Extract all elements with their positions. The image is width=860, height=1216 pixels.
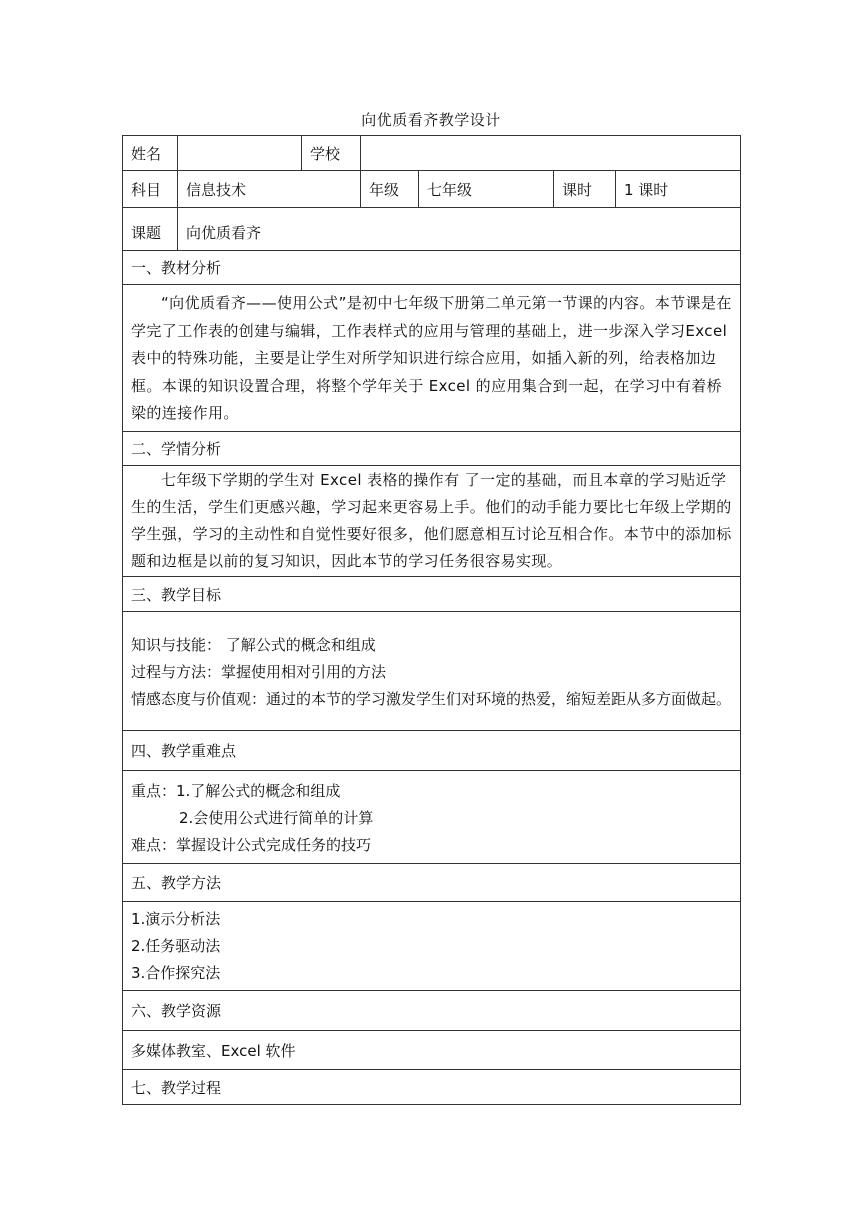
- key-point-1: 重点：1.了解公式的概念和组成: [131, 781, 341, 800]
- subject-value: 信息技术: [178, 171, 361, 208]
- method-1: 1.演示分析法: [131, 910, 221, 928]
- section-heading-key-points: 四、教学重难点: [123, 731, 741, 771]
- section-heading-row: [123, 1070, 741, 1105]
- lesson-plan-table: [122, 135, 741, 1105]
- info-row-name-school: [123, 136, 741, 171]
- section-body-row: [123, 612, 741, 731]
- section-heading-row: [123, 251, 741, 285]
- grade-value: 七年级: [419, 171, 554, 208]
- section-heading-row: [123, 577, 741, 612]
- method-3: 3.合作探究法: [131, 964, 221, 982]
- method-2: 2.任务驱动法: [131, 937, 221, 955]
- topic-label: 课题: [123, 208, 178, 251]
- resources-text: 多媒体教室、Excel 软件: [123, 1031, 741, 1070]
- document-title: 向优质看齐教学设计: [361, 111, 501, 129]
- section-heading-resources: 六、教学资源: [123, 991, 741, 1031]
- section-body-row: [123, 902, 741, 991]
- goal-knowledge: 知识与技能： 了解公式的概念和组成: [131, 635, 376, 654]
- difficulty-point: 难点：掌握设计公式完成任务的技巧: [131, 835, 372, 854]
- section-body-row: [123, 466, 741, 577]
- students-analysis-text: 七年级下学期的学生对 Excel 表格的操作有 了一定的基础，而且本章的学习贴近学生的生活，学生们更感兴趣，学习起来更容易上手。他们的动手能力要比七年级上学期的学生强，学习的主动性和自觉性要好很多，他们愿意相互讨论互相合作。本节中的添加标题和边框是以前的复习知识，因此本节的学习任务很容易实现。: [131, 471, 732, 570]
- subject-label: 科目: [123, 171, 178, 208]
- section-heading-process: 七、教学过程: [123, 1070, 741, 1105]
- grade-label: 年级: [361, 171, 419, 208]
- section-body-row: [123, 1031, 741, 1070]
- section-heading-row: [123, 991, 741, 1031]
- info-row-subject: [123, 171, 741, 208]
- key-point-2: 2.会使用公式进行简单的计算: [179, 808, 374, 827]
- hours-value: 1 课时: [616, 171, 741, 208]
- section-heading-row: [123, 864, 741, 902]
- school-label: 学校: [302, 136, 361, 171]
- goal-attitude: 情感态度与价值观：通过的本节的学习激发学生们对环境的热爱，缩短差距从多方面做起。: [131, 689, 732, 708]
- section-body-row: [123, 771, 741, 864]
- section-heading-goals: 三、教学目标: [123, 577, 741, 612]
- school-value: [361, 136, 741, 171]
- section-heading-row: [123, 731, 741, 771]
- goal-process: 过程与方法：掌握使用相对引用的方法: [131, 662, 387, 681]
- section-heading-methods: 五、教学方法: [123, 864, 741, 902]
- section-heading-row: [123, 432, 741, 466]
- topic-value: 向优质看齐: [178, 208, 741, 251]
- materials-analysis-text: “向优质看齐——使用公式”是初中七年级下册第二单元第一节课的内容。本节课是在学完了工作表的创建与编辑，工作表样式的应用与管理的基础上，进一步深入学习Excel 表中的特殊功能，主要是让学生对所学知识进行综合应用，如插入新的列，给表格加边框。本课的知识设置合理，将整个学年关于 Excel 的应用集合到一起，在学习中有着桥梁的连接作用。: [131, 294, 732, 423]
- section-heading-students: 二、学情分析: [123, 432, 741, 466]
- section-heading-materials: 一、教材分析: [123, 251, 741, 285]
- name-label: 姓名: [123, 136, 178, 171]
- key-points-list: [131, 778, 732, 859]
- info-row-topic: [123, 208, 741, 251]
- section-body-row: [123, 285, 741, 432]
- hours-label: 课时: [554, 171, 616, 208]
- goals-list: [131, 632, 732, 713]
- name-value: [178, 136, 302, 171]
- methods-list: [131, 906, 732, 987]
